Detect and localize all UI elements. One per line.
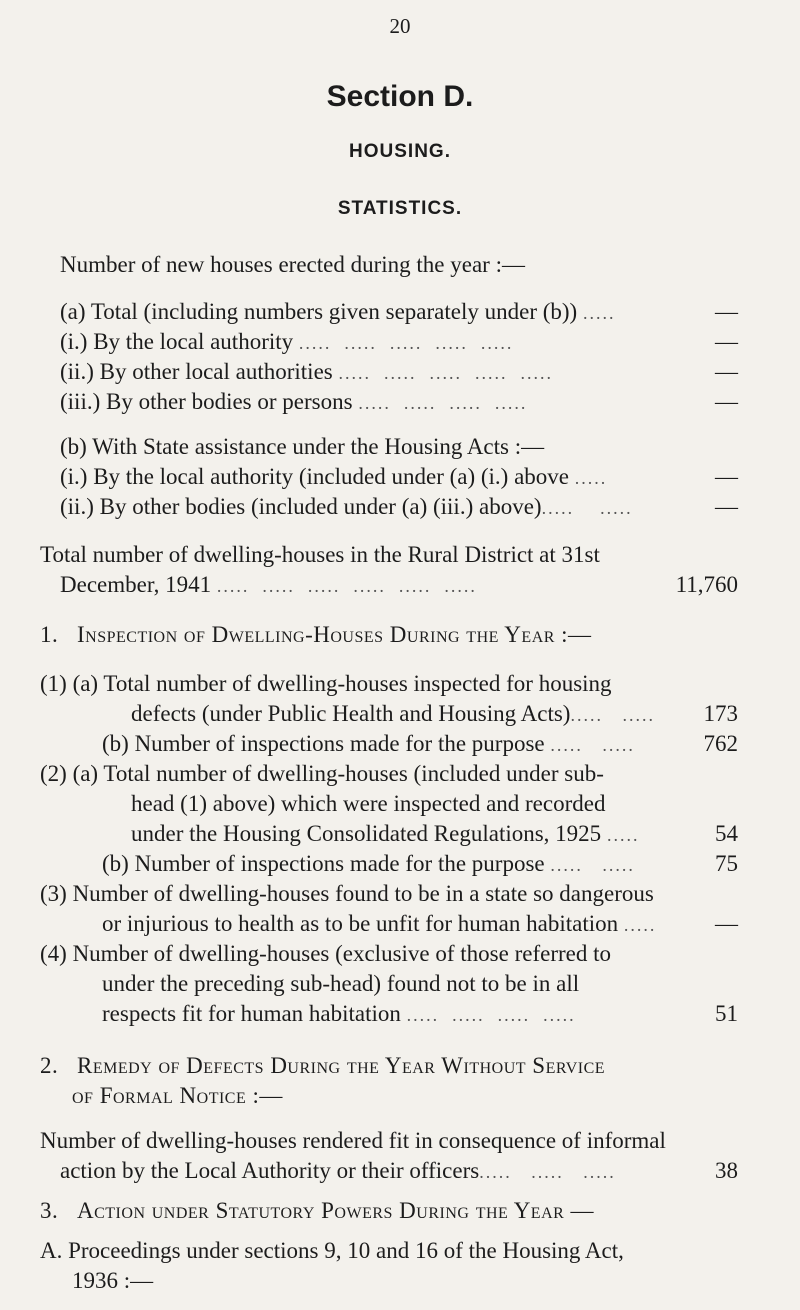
new-houses-local-authority-label: (i.) By the local authority ..... ..... ..... ..... ..... (60, 329, 514, 354)
remedy-line1: Number of dwelling-houses rendered fit in consequence of informal (40, 1128, 666, 1153)
inspection-3-value: — (715, 911, 738, 936)
inspection-2b-label: (b) Number of inspections made for the purpose ..... ..... (102, 851, 635, 876)
inspection-4-line2: under the preceding sub-head) found not to be in all (102, 971, 580, 996)
total-dwellings-value: 11,760 (675, 572, 738, 597)
statutory-heading: 3. Action under Statutory Powers During the Year — (40, 1198, 595, 1223)
inspection-1b-value: 762 (703, 731, 738, 756)
inspection-1a-value: 173 (703, 701, 738, 726)
inspection-3-line1: (3) Number of dwelling-houses found to be in a state so dangerous (40, 881, 654, 906)
inspection-3-line2: or injurious to health as to be unfit for human habitation ..... (102, 911, 657, 936)
remedy-line2: action by the Local Authority or their officers..... ..... ..... (60, 1158, 616, 1183)
statutory-a-line2: 1936 :— (72, 1268, 154, 1293)
inspection-4-line3: respects fit for human habitation ..... ..... ..... ..... (102, 1001, 576, 1026)
inspection-4-line1: (4) Number of dwelling-houses (exclusive of those referred to (40, 941, 611, 966)
state-assistance-local-label: (i.) By the local authority (included under (a) (i.) above ..... (60, 464, 608, 489)
page-number: 20 (389, 14, 411, 38)
total-dwellings-line2: December, 1941 ..... ..... ..... ..... ..... ..... (60, 572, 477, 597)
inspection-2a-line3: under the Housing Consolidated Regulations, 1925 ..... (131, 821, 640, 846)
new-houses-local-authority-value: — (715, 329, 738, 354)
inspection-1a-line2: defects (under Public Health and Housing Acts)..... ..... (131, 701, 655, 726)
remedy-heading-line1: 2. Remedy of Defects During the Year Without Service (40, 1053, 606, 1078)
inspection-heading: 1. Inspection of Dwelling-Houses During the Year :— (40, 622, 592, 647)
inspection-4-value: 51 (715, 1001, 738, 1026)
inspection-1b-label: (b) Number of inspections made for the purpose ..... ..... (102, 731, 635, 756)
new-houses-other-authorities-value: — (715, 359, 738, 384)
section-title: Section D. (326, 80, 474, 113)
state-assistance-other-label: (ii.) By other bodies (included under (a) (iii.) above)..... ..... (60, 494, 633, 519)
inspection-1a-line1: (1) (a) Total number of dwelling-houses inspected for housing (40, 671, 612, 696)
new-houses-other-bodies-label: (iii.) By other bodies or persons ..... ..... ..... ..... (60, 389, 528, 414)
new-houses-other-bodies-value: — (715, 389, 738, 414)
inspection-2a-value: 54 (715, 821, 738, 846)
state-assistance-label: (b) With State assistance under the Housing Acts :— (60, 434, 545, 459)
statistics-heading: STATISTICS. (337, 198, 463, 219)
new-houses-other-authorities-label: (ii.) By other local authorities ..... ..... ..... ..... ..... (60, 359, 553, 384)
housing-heading: HOUSING. (349, 141, 451, 162)
inspection-2a-line2: head (1) above) which were inspected and recorded (131, 791, 606, 816)
new-houses-intro: Number of new houses erected during the year :— (60, 252, 525, 277)
total-dwellings-line1: Total number of dwelling-houses in the Rural District at 31st (40, 542, 600, 567)
new-houses-total-label: (a) Total (including numbers given separately under (b)) ..... (60, 299, 616, 324)
statutory-a-line1: A. Proceedings under sections 9, 10 and 16 of the Housing Act, (40, 1238, 624, 1263)
inspection-2b-value: 75 (715, 851, 738, 876)
inspection-2a-line1: (2) (a) Total number of dwelling-houses (included under sub- (40, 761, 604, 786)
remedy-value: 38 (715, 1158, 738, 1183)
state-assistance-local-value: — (715, 464, 738, 489)
remedy-heading-line2: of Formal Notice :— (72, 1083, 283, 1108)
state-assistance-other-value: — (715, 494, 738, 519)
new-houses-total-value: — (715, 299, 738, 324)
